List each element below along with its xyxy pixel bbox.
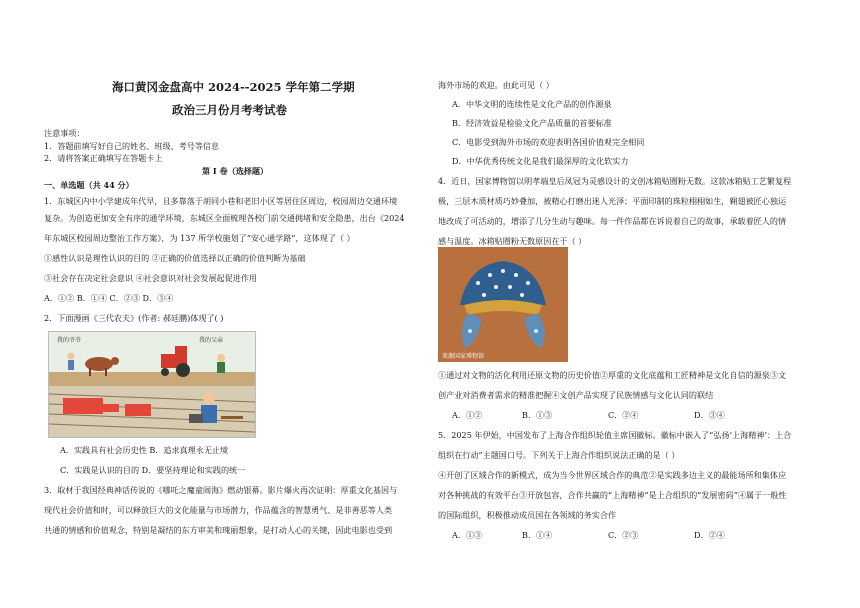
q4-choice-c: C．②④ xyxy=(608,410,639,420)
q3-option-d: D．中华优秀传统文化是我们最深厚的文化软实力 xyxy=(452,156,629,166)
q5-options-2: 对各种挑战的有效平台③开放包容，合作共赢的“上海精神”是上合组织的“发展密码”④属于一般性 xyxy=(438,490,787,500)
q4-line-2: 极，三层木质材质巧妙叠加，被精心打磨出迷人光泽；平面印制的珠粒栩栩如生，翱翅被匠心独运 xyxy=(438,196,787,206)
cartoon-label-father: 我的父亲 xyxy=(199,337,224,344)
section-heading: 一、单选题（共 44 分） xyxy=(44,180,134,190)
q4-line-4: 感与温度。冰箱贴圈粉无数原因在于（ ） xyxy=(438,236,587,246)
q3-option-a: A．中华文明的连续性是文化产品的创作源泉 xyxy=(452,99,612,109)
q3-line-3: 共通的情感和价值观念，特别是凝结的东方审美和瑰丽想象，是打动人心的关键，因此电影也受到 xyxy=(44,525,393,535)
part-heading: 第 I 卷（选择题） xyxy=(202,166,269,176)
q1-line-1: 1．东城区内中小学建成年代早，且多靠落于胡同小巷和老旧小区等居住区周边，校园周边交通环境 xyxy=(44,196,398,206)
q4-options-1: ①通过对文物的活化利用还原文物的历史价值②厚重的文化底蕴和工匠精神是文化自信的源泉③文 xyxy=(438,370,787,380)
q2-stem: 2．下面漫画《三代农夫》(作者: 郝廷鹏)体现了( ) xyxy=(44,313,224,323)
phoenix-crown-magnet-photo xyxy=(438,247,568,362)
q3-option-c: C．电影受到海外市场的欢迎表明各国价值观完全相同 xyxy=(452,137,645,147)
q1-choices: A．①② B．①④ C．②③ D．③④ xyxy=(44,293,174,303)
q5-options-1: ④开创了区域合作的新模式，成为当今世界区域合作的典范②是实践多边主义的最能场所和集体应 xyxy=(438,470,787,480)
q5-line-2: 组织在行动”主题国口号。下列关于上海合作组织说法正确的是（ ） xyxy=(438,450,680,460)
note-2: 2．请将答案正确填写在答题卡上 xyxy=(44,153,163,163)
q1-line-2: 复杂。为创造更加安全有序的通学环境，东城区全面梳理各校门前交通拥堵和安全隐患，出台《2024 xyxy=(44,213,405,223)
exam-subtitle: 政治三月份月考考试卷 xyxy=(172,103,287,117)
q5-choice-a: A．①③ xyxy=(452,530,483,540)
q1-options-1: ①感性认识是理性认识的目的 ②正确的价值选择以正确的价值判断为基础 xyxy=(44,253,306,263)
notes-heading: 注意事项： xyxy=(44,128,85,138)
q4-options-2: 创产业对消费者需求的精准把握④文创产品实现了民族情感与文化认同的联结 xyxy=(438,390,714,400)
q4-line-1: 4．近日，国家博物馆以明孝端皇后凤冠为灵感设计的文创冰箱贴圈粉无数。这款冰箱贴工艺繁复程 xyxy=(438,176,792,186)
q4-line-3: 地改成了可活动的，增添了几分生动与趣味。每一件作品都在诉说着自己的故事，承载着匠人的情 xyxy=(438,216,787,226)
q4-choice-a: A．①② xyxy=(452,410,483,420)
q3-option-b: B．经济效益是检验文化产品质量的首要标准 xyxy=(452,118,612,128)
q3-line-1: 3．取材于我国经典神话传说的《哪吒之魔童闹海》燃动银幕。影片爆火再次证明：厚重文化基因与 xyxy=(44,485,398,495)
cartoon-label-grandfather: 我的爷爷 xyxy=(57,337,82,344)
cartoon-drawing xyxy=(49,332,255,437)
q5-choice-c: C．②③ xyxy=(608,530,639,540)
q2-options-2: C．实践是认识的目的 D．要坚持理论和实践的统一 xyxy=(60,465,246,475)
exam-title: 海口黄冈金盘高中 2024--2025 学年第二学期 xyxy=(112,80,355,94)
q3-line-2: 现代社会价值和时，可以释放巨大的文化能量与市场潜力，作品蕴含的智慧勇气、是非善恶等人类 xyxy=(44,505,393,515)
cartoon-three-generations xyxy=(48,331,256,438)
q5-choice-b: B．①④ xyxy=(522,530,553,540)
crown-drawing xyxy=(438,247,568,362)
image-caption: 来源国家博物馆 xyxy=(442,353,485,360)
q4-choice-d: D．③④ xyxy=(694,410,725,420)
q5-options-3: 的国际组织，积极推动成员国在各领域的务实合作 xyxy=(438,510,617,520)
q1-line-3: 年东城区校园周边整治工作方案》，为 137 所学校施划了“安心通学路”，这体现了（ ） xyxy=(44,233,355,243)
q2-options-1: A．实践具有社会历史性 B．追求真理永无止境 xyxy=(60,445,229,455)
q4-choice-b: B．①③ xyxy=(522,410,553,420)
q3-line-4: 海外市场的欢迎。由此可见（ ） xyxy=(438,80,554,90)
note-1: 1．答题前填写好自己的姓名、班级、考号等信息 xyxy=(44,141,220,151)
q5-choice-d: D．②④ xyxy=(694,530,725,540)
q1-options-2: ③社会存在决定社会意识 ④社会意识对社会发展起促进作用 xyxy=(44,273,258,283)
q5-line-1: 5．2025 年伊始，中国发布了上海合作组织轮值主席国徽标。徽标中嵌入了“弘扬‘上海精神’：上合 xyxy=(438,430,792,440)
